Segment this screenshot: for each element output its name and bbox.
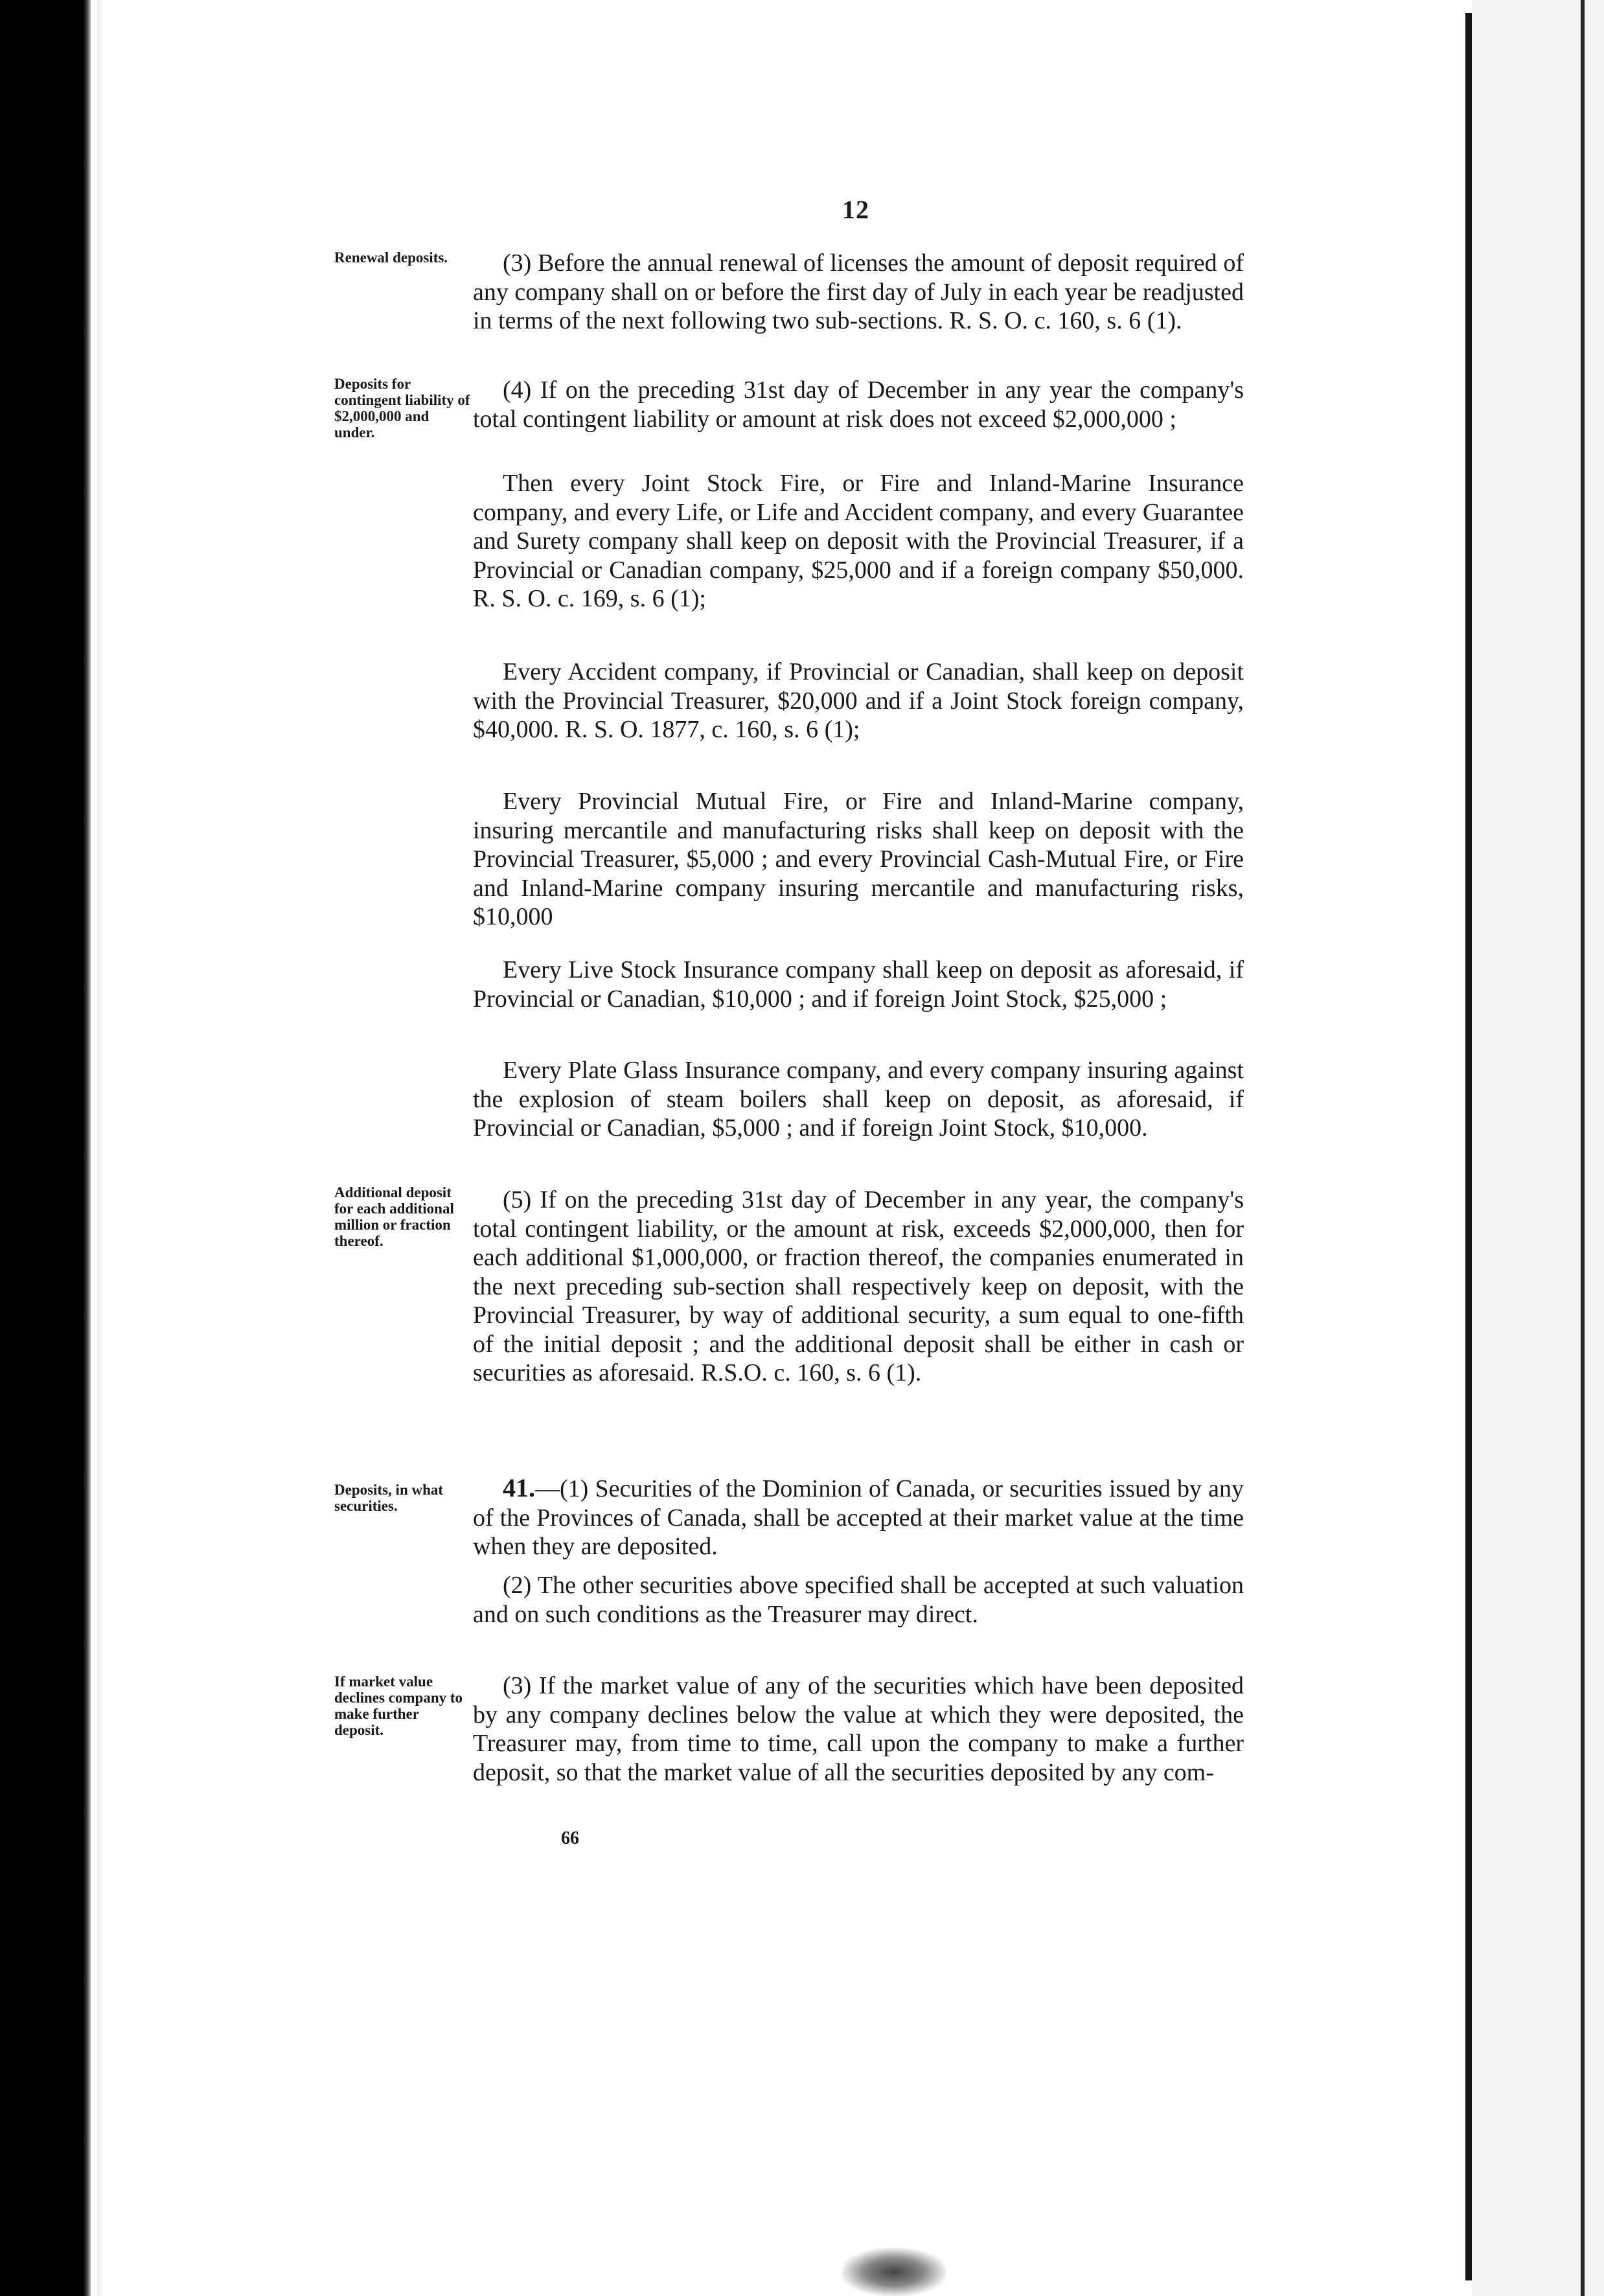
paragraph-section-41 (473, 1474, 1244, 1561)
scan-right-edge-outer (1581, 0, 1585, 2296)
scan-smudge (842, 2248, 946, 2296)
text-subsection-3: (3) Before the annual renewal of licenses the amount of deposit required of any company shall on or before the first day of July in each year be readjusted in terms of the next following two sub-sections. R. S. O. c. 160, s. 6 (1). (473, 249, 1244, 334)
text-section-41-1 (473, 1474, 1244, 1561)
sidenote-deposit-securities: Deposits, in what securities. (334, 1482, 444, 1514)
paragraph-joint-stock (473, 469, 1244, 614)
scan-left-border (0, 0, 91, 2296)
paragraph-renewal (473, 249, 1244, 336)
text-section-41-3: (3) If the market value of any of the securities which have been deposited by any company declines below the value at which they were deposited, the Treasurer may, from time to time, call upon the company to make a further deposit, so that the market value of all the securities deposited by any com- (473, 1672, 1244, 1786)
scan-right-edge (1465, 13, 1472, 2280)
text-section-41-1-body: —(1) Securities of the Dominion of Canada, or securities issued by any of the Provinces of Canada, shall be accepted at their market value at the time when they are deposited. (473, 1475, 1244, 1560)
text-subsection-4: (4) If on the preceding 31st day of December in any year the company's total contingent liability or amount at risk does not exceed $2,000,000 ; (473, 376, 1244, 433)
paragraph-additional (473, 1186, 1244, 1388)
text-joint-stock-deposit: Then every Joint Stock Fire, or Fire and Inland-Marine Insurance company, and every Life, or Life and Accident company, and every Guarantee and Surety company shall keep on deposit with the Provincial Treasurer, if a Provincial or Canadian company, $25,000 and if a foreign company $50,000. R. S. O. c. 169, s. 6 (1); (473, 470, 1244, 612)
sidenote-renewal-deposits: Renewal deposits. (334, 249, 448, 266)
sidenote-contingent-liability: Deposits for contingent liability of $2,000,000 and under. (334, 376, 470, 441)
paragraph-section-41-2 (473, 1571, 1244, 1629)
paragraph-live-stock (473, 956, 1244, 1013)
sidenote-market-value: If market value declines company to make further deposit. (334, 1673, 463, 1738)
page-number: 12 (842, 195, 869, 224)
paragraph-contingent (473, 376, 1244, 433)
text-accident-deposit: Every Accident company, if Provincial or Canadian, shall keep on deposit with the Provincial Treasurer, $20,000 and if a Joint Stock foreign company, $40,000. R. S. O. 1877, c. 160, s. 6 (1); (473, 658, 1244, 743)
page-fold-shadow (97, 0, 104, 2296)
paragraph-section-41-3 (473, 1671, 1244, 1787)
text-mutual-deposit: Every Provincial Mutual Fire, or Fire and Inland-Marine company, insuring mercantile and manufacturing risks shall keep on deposit with the Provincial Treasurer, $5,000 ; and every Provincial Cash-Mutual Fire, or Fire and Inland-Marine company insuring mercantile and manufacturing risks, $10,000 (473, 788, 1244, 930)
text-plate-glass-deposit: Every Plate Glass Insurance company, and every company insuring against the explosion of steam boilers shall keep on deposit, as aforesaid, if Provincial or Canadian, $5,000 ; and if foreign Joint Stock, $10,000. (473, 1057, 1244, 1142)
paragraph-mutual (473, 787, 1244, 932)
text-subsection-5: (5) If on the preceding 31st day of December in any year, the company's total contingent liability, or the amount at risk, exceeds $2,000,000, then for each additional $1,000,000, or fraction thereof, the companies enumerated in the next preceding sub-section shall respectively keep on deposit, with the Provincial Treasurer, by way of additional security, a sum equal to one-fifth of the initial deposit ; and the additional deposit shall be either in cash or securities as aforesaid. R.S.O. c. 160, s. 6 (1). (473, 1186, 1244, 1386)
section-number-41: 41. (503, 1473, 535, 1502)
text-section-41-2: (2) The other securities above specified shall be accepted at such valuation and on such conditions as the Treasurer may direct. (473, 1572, 1244, 1628)
paragraph-accident (473, 658, 1244, 744)
paragraph-plate-glass (473, 1056, 1244, 1143)
text-live-stock-deposit: Every Live Stock Insurance company shall keep on deposit as aforesaid, if Provincial or Canadian, $10,000 ; and if foreign Joint Stock, $25,000 ; (473, 956, 1244, 1013)
sidenote-additional-deposit: Additional deposit for each additional million or fraction thereof. (334, 1184, 454, 1249)
footer-signature-number: 66 (561, 1828, 579, 1848)
